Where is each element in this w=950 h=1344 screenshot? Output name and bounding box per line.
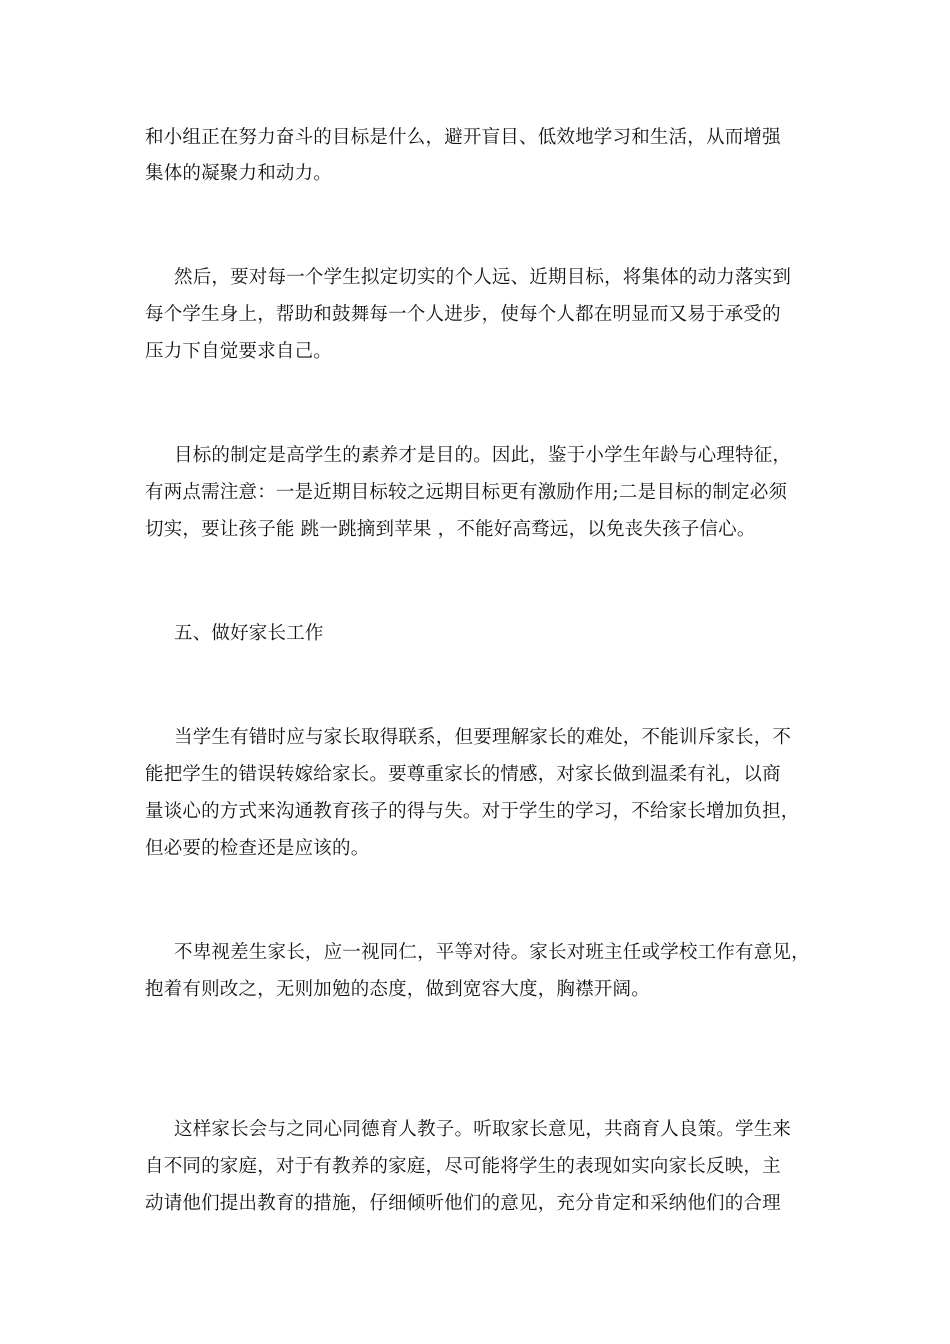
paragraph-4-line-3: 量谈心的方式来沟通教育孩子的得与失。对于学生的学习，不给家长增加负担， [145,801,800,822]
paragraph-1-line-1: 和小组正在努力奋斗的目标是什么，避开盲目、低效地学习和生活，从而增强 [145,127,781,148]
paragraph-4-line-2: 能把学生的错误转嫁给家长。要尊重家长的情感，对家长做到温柔有礼，以商 [145,764,781,785]
paragraph-2-line-1: 然后，要对每一个学生拟定切实的个人远、近期目标，将集体的动力落实到 [174,267,792,288]
paragraph-3-line-1: 目标的制定是高学生的素养才是目的。因此，鉴于小学生年龄与心理特征， [174,445,792,466]
paragraph-6-line-2: 自不同的家庭，对于有教养的家庭，尽可能将学生的表现如实向家长反映，主 [145,1156,781,1177]
paragraph-3-line-2: 有两点需注意：一是近期目标较之远期目标更有激励作用;二是目标的制定必须 [145,482,788,503]
paragraph-5-line-2: 抱着有则改之，无则加勉的态度，做到宽容大度，胸襟开阔。 [145,979,650,1000]
paragraph-3-line-3: 切实，要让孩子能 跳一跳摘到苹果 ，不能好高骛远，以免丧失孩子信心。 [145,519,756,540]
paragraph-2-line-3: 压力下自觉要求自己。 [145,341,333,362]
paragraph-1-line-2: 集体的凝聚力和动力。 [145,163,333,184]
paragraph-6-line-3: 动请他们提出教育的措施，仔细倾听他们的意见，充分肯定和采纳他们的合理 [145,1193,781,1214]
section-heading: 五、做好家长工作 [174,623,324,644]
paragraph-4-line-4: 但必要的检查还是应该的。 [145,838,370,859]
paragraph-6-line-1: 这样家长会与之同心同德育人教子。听取家长意见，共商育人良策。学生来 [174,1119,792,1140]
paragraph-5-line-1: 不卑视差生家长，应一视同仁，平等对待。家长对班主任或学校工作有意见， [174,942,810,963]
paragraph-2-line-2: 每个学生身上，帮助和鼓舞每一个人进步，使每个人都在明显而又易于承受的 [145,304,781,325]
paragraph-4-line-1: 当学生有错时应与家长取得联系，但要理解家长的难处，不能训斥家长，不 [174,727,792,748]
